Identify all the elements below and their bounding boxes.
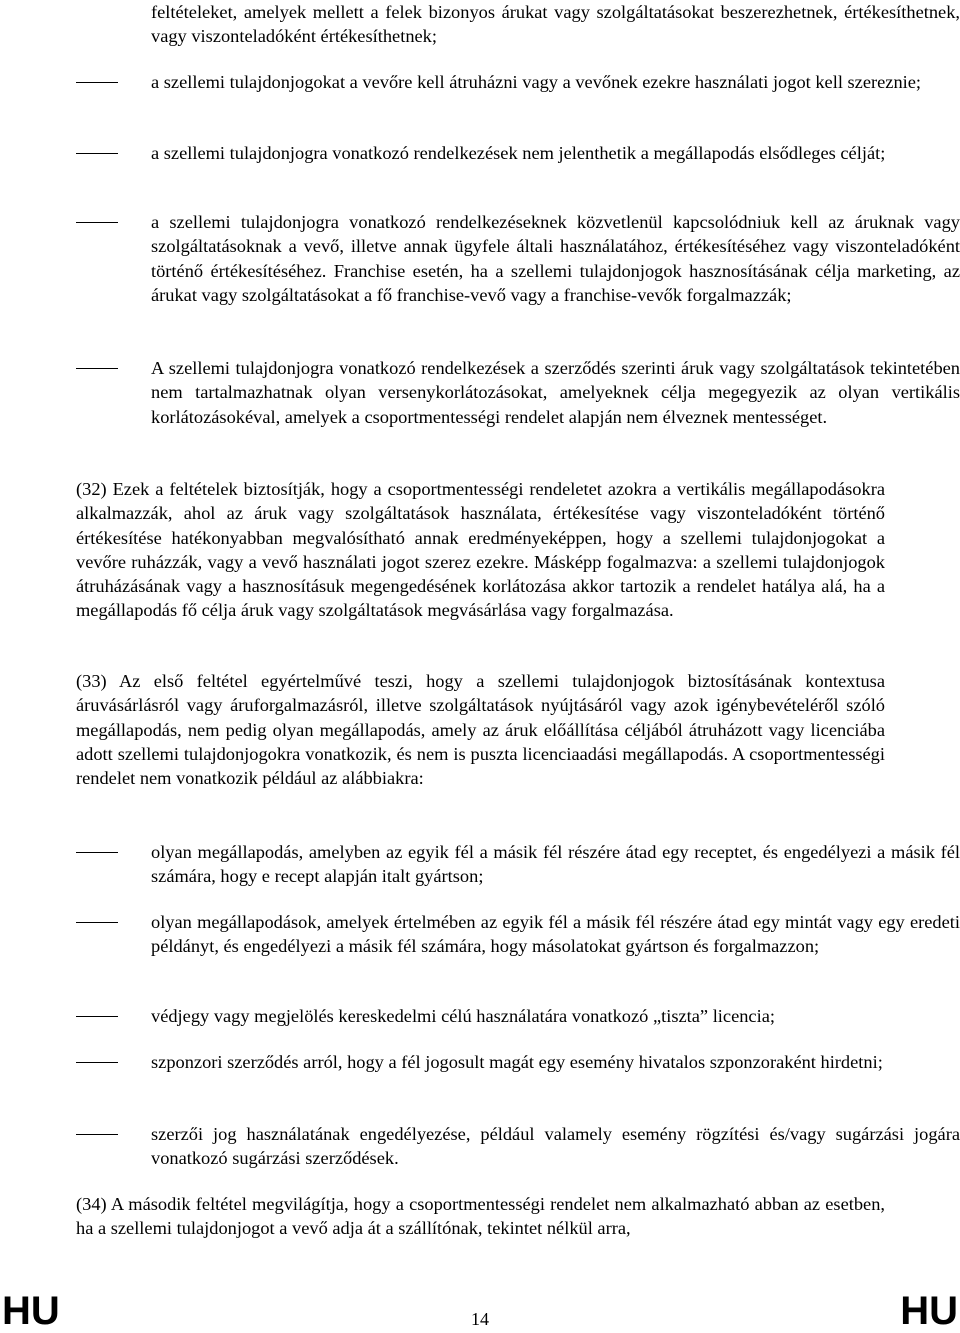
page-number: 14 <box>471 1309 489 1329</box>
bullet-text: védjegy vagy megjelölés kereskedelmi célú használatára vonatkozó „tiszta” licencia; <box>151 1006 775 1026</box>
dash-marker <box>76 1062 118 1063</box>
bullet-item <box>76 1122 960 1171</box>
paragraph-text: (34) A második feltétel megvilágítja, hogy a csoportmentességi rendelet nem alkalmazható abban az esetben, ha a szellemi tulajdonjogot a vevő adja át a szállítónak, tekintet nélkül arra, <box>76 1194 885 1239</box>
dash-marker <box>76 153 118 154</box>
bullet-text: A szellemi tulajdonjogra vonatkozó rendelkezések a szerződés szerinti áruk vagy szolgáltatások tekintetében nem tartalmazhatnak olyan versenykorlátozásokat, amelyeknek célja megegyezik az olyan vertikális korlátozásokéval, amelyek a csoportmentességi rendelet alapján nem élveznek mentességet. <box>151 358 960 427</box>
paragraph-32 <box>76 477 885 623</box>
paragraph-34 <box>76 1192 885 1241</box>
dash-marker <box>76 852 118 853</box>
bullet-text: a szellemi tulajdonjogokat a vevőre kell átruházni vagy a vevőnek ezekre használati jogot kell szereznie; <box>151 72 922 92</box>
dash-marker <box>76 1134 118 1135</box>
bullet-item <box>76 210 960 307</box>
dash-marker <box>76 222 118 223</box>
bullet-item <box>76 70 960 94</box>
paragraph-33 <box>76 669 885 790</box>
bullet-text: olyan megállapodások, amelyek értelmében az egyik fél a másik fél részére átad egy mintát vagy egy eredeti példányt, és engedélyezi a másik fél számára, hogy másolatokat gyártson és forgalmazzon; <box>151 912 960 957</box>
dash-marker <box>76 82 118 83</box>
bullet-item <box>76 910 960 959</box>
bullet-item <box>76 840 960 889</box>
bullet-text: a szellemi tulajdonjogra vonatkozó rendelkezéseknek közvetlenül kapcsolódniuk kell az áruknak vagy szolgáltatásoknak a vevő, illetve annak ügyfele általi használatához, értékesítéséhez vagy viszonteladóként történő értékesítéséhez. Franchise esetén, ha a szellemi tulajdonjogok hasznosításának célja marketing, az árukat vagy szolgáltatásokat a fő franchise-vevő vagy a franchise-vevők forgalmazzák; <box>151 212 960 305</box>
continued-text-block <box>76 0 960 49</box>
bullet-text: a szellemi tulajdonjogra vonatkozó rendelkezések nem jelenthetik a megállapodás elsődleges célját; <box>151 143 886 163</box>
bullet-text: szerzői jog használatának engedélyezése, például valamely esemény rögzítési és/vagy sugárzási jogára vonatkozó sugárzási szerződések. <box>151 1124 960 1169</box>
dash-marker <box>76 368 118 369</box>
footer-lang-right: HU <box>900 1289 958 1333</box>
paragraph-text: (32) Ezek a feltételek biztosítják, hogy a csoportmentességi rendeletet azokra a vertikális megállapodásokra alkalmazzák, ahol az áruk vagy szolgáltatások használata, értékesítése vagy viszonteladóként történő értékesítése hatékonyabban megvalósítható annak eredményeképpen, hogy a szellemi tulajdonjogokat a vevőre ruházzák, vagy a vevő használati jogot szerez ezekre. Másképp fogalmazva: a szellemi tulajdonjogok átruházásának vagy a hasznosításuk megengedésének korlátozása akkor tartozik a rendelet hatálya alá, ha a megállapodás fő célja áruk vagy szolgáltatások megvásárlása vagy forgalmazása. <box>76 479 885 621</box>
bullet-item <box>76 1004 960 1028</box>
bullet-text: olyan megállapodás, amelyben az egyik fél a másik fél részére átad egy receptet, és engedélyezi a másik fél számára, hogy e recept alapján italt gyártson; <box>151 842 960 887</box>
bullet-item <box>76 141 960 165</box>
bullet-item <box>76 356 960 429</box>
paragraph-text: (33) Az első feltétel egyértelművé teszi, hogy a szellemi tulajdonjogok biztosításának kontextusa áruvásárlásról vagy áruforgalmazásról, illetve szolgáltatások nyújtásáról vagy azok igénybevételéről szóló megállapodás, nem pedig olyan megállapodás, amely az áruk előállítása céljából átruházott vagy licenciába adott szellemi tulajdonjogokra vonatkozik, és nem is puszta licenciaadási megállapodás. A csoportmentességi rendelet nem vonatkozik például az alábbiakra: <box>76 671 885 789</box>
bullet-text: szponzori szerződés arról, hogy a fél jogosult magát egy esemény hivatalos szponzoraként hirdetni; <box>151 1052 883 1072</box>
continued-paragraph: feltételeket, amelyek mellett a felek bizonyos árukat vagy szolgáltatásokat beszerezhetnek, értékesíthetnek, vagy viszonteladóként értékesíthetnek; <box>151 2 960 47</box>
dash-marker <box>76 922 118 923</box>
bullet-item <box>76 1050 960 1074</box>
footer-lang-left: HU <box>2 1289 60 1333</box>
dash-marker <box>76 1016 118 1017</box>
